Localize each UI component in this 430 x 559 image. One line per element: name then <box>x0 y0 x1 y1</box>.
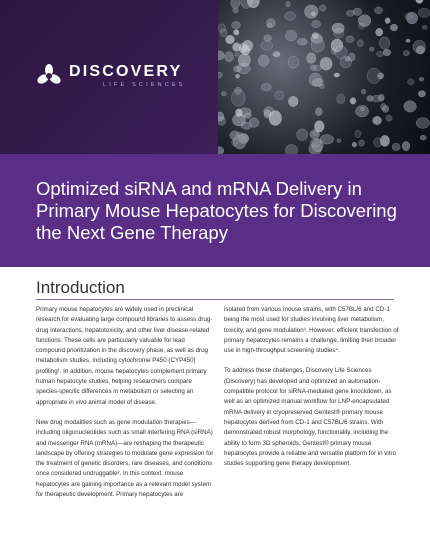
cell-shape <box>416 0 423 3</box>
cell-shape <box>375 7 383 14</box>
cell-shape <box>226 35 235 44</box>
cell-shape <box>285 12 296 21</box>
discovery-petal-icon <box>36 63 62 89</box>
cell-shape <box>378 94 384 101</box>
cell-shape <box>419 77 423 81</box>
cell-shape <box>297 38 307 45</box>
cell-shape <box>236 74 240 78</box>
cell-shape <box>258 55 269 67</box>
paragraph: Primary mouse hepatocytes are widely used in preclinical research for evaluating large compound libraries to assess drug-drug interactions, hepatotoxicity, and other liver disease-related functions. These cells are particularly valuable for lead compound prioritization in the discovery phase, as well as drug metabolism studies, including cytochrome P450 (CYP450) profiling¹. In addition, mouse hepatocytes complement primary human hepatocyte studies, helping researchers compare species-specific differences in metabolism or selecting an appropriate in vivo animal model of disease. <box>36 306 213 406</box>
cell-shape <box>356 105 369 117</box>
cell-shape <box>221 92 226 96</box>
cell-shape <box>315 108 322 116</box>
cell-shape <box>402 141 410 150</box>
cells-texture <box>218 0 430 154</box>
cell-shape <box>233 135 246 149</box>
cell-shape <box>320 57 332 70</box>
cell-shape <box>231 0 240 8</box>
cell-shape <box>348 53 355 61</box>
section-divider <box>36 299 394 300</box>
cell-shape <box>422 26 427 30</box>
cell-shape <box>285 144 297 154</box>
cell-shape <box>319 5 326 11</box>
cell-shape <box>390 24 397 31</box>
discovery-logo <box>36 63 186 89</box>
cell-shape <box>312 20 321 28</box>
hepatocyte-micrograph <box>218 0 430 154</box>
header-banner <box>0 0 430 154</box>
logo-tagline: LIFE SCIENCES <box>103 82 186 88</box>
cell-shape <box>264 107 274 116</box>
cell-shape <box>297 129 308 141</box>
cell-shape <box>235 52 240 56</box>
cell-shape <box>320 135 334 145</box>
left-column <box>36 305 214 500</box>
cell-shape <box>273 52 280 58</box>
cell-shape <box>406 39 410 42</box>
cell-shape <box>418 91 425 97</box>
cell-shape <box>420 135 426 140</box>
cell-shape <box>418 8 430 17</box>
cell-shape <box>218 147 224 155</box>
cell-shape <box>386 115 392 121</box>
document-title: Optimized siRNA and mRNA Delivery in Primary Mouse Hepatocytes for Discovering the Next Gene Therapy <box>36 178 397 243</box>
cell-shape <box>288 56 299 68</box>
cell-shape <box>334 73 340 77</box>
cell-shape <box>267 18 276 27</box>
cell-shape <box>234 66 242 72</box>
cell-shape <box>304 5 318 18</box>
cell-shape <box>238 54 250 67</box>
right-column <box>224 305 402 469</box>
cell-shape <box>275 91 284 100</box>
cell-shape <box>233 8 239 13</box>
cell-shape <box>285 30 296 41</box>
cell-shape <box>225 52 234 62</box>
cell-shape <box>408 79 414 85</box>
cell-shape <box>243 40 253 51</box>
cell-shape <box>264 35 272 41</box>
cell-shape <box>370 47 374 51</box>
cell-shape <box>413 40 426 53</box>
cell-shape <box>220 29 227 37</box>
paragraph: New drug modalities such as gene modulation therapies—including oligonucleotides such as small interfering RNA (siRNA) and messenger RNA (mRNA)—are reshaping the therapeutic landscape by offering strategies to modulate gene expression for the treatment of genetic disorders, rare diseases, and conditions once considered undruggable². In this context, mouse hepatocytes are gaining importance as a relevant model system for therapeutic development. Primary hepatocytes are <box>36 418 214 499</box>
cell-shape <box>232 114 245 126</box>
cell-shape <box>379 37 390 49</box>
cell-shape <box>337 139 341 143</box>
logo-wordmark: DISCOVERY <box>69 63 183 80</box>
cell-shape <box>232 21 241 28</box>
cell-shape <box>416 118 429 129</box>
cell-shape <box>244 113 251 118</box>
cell-shape <box>380 104 386 110</box>
cell-shape <box>314 121 324 132</box>
cell-shape <box>358 15 371 27</box>
cell-shape <box>231 90 245 106</box>
paragraph: isolated from various mouse strains, with C57BL/6 and CD-1 being the most used for studies involving liver metabolism, toxicity, and gene modulation³. However, efficient transfection of primary hepatocytes remains a challenge, limiting their broader use in high-throughput screening studies⁴. <box>224 306 399 355</box>
cell-shape <box>355 130 361 137</box>
cell-shape <box>218 117 226 126</box>
cell-shape <box>376 28 383 36</box>
cell-shape <box>335 46 348 58</box>
cell-shape <box>403 50 409 55</box>
cell-shape <box>407 12 418 24</box>
cell-shape <box>218 72 222 78</box>
cell-shape <box>313 79 324 87</box>
cell-shape <box>376 51 383 56</box>
cell-shape <box>307 53 316 64</box>
cell-shape <box>359 140 365 146</box>
cell-shape <box>261 83 271 91</box>
cell-shape <box>346 36 354 43</box>
cell-shape <box>288 96 298 106</box>
cell-shape <box>392 143 400 151</box>
cell-shape <box>404 101 417 112</box>
cell-shape <box>350 98 356 105</box>
cell-shape <box>346 10 354 16</box>
cell-shape <box>385 18 390 24</box>
cell-shape <box>332 23 344 33</box>
cell-shape <box>234 30 239 36</box>
cell-shape <box>218 51 224 60</box>
cell-shape <box>312 33 318 39</box>
cell-shape <box>311 38 325 53</box>
cell-shape <box>352 142 357 147</box>
cell-shape <box>261 41 273 50</box>
cell-shape <box>361 89 365 94</box>
section-heading: Introduction <box>36 278 125 297</box>
cell-shape <box>383 49 391 56</box>
cell-shape <box>374 138 382 148</box>
cell-shape <box>358 40 364 47</box>
cell-shape <box>373 116 382 124</box>
cell-shape <box>286 2 291 7</box>
cell-shape <box>367 68 381 83</box>
cell-shape <box>367 96 374 102</box>
cell-shape <box>337 94 345 104</box>
paragraph: To address these challenges, Discovery Life Sciences (Discovery) has developed and optimized an automation-compatible protocol for siRNA-mediated gene knockdown, as well as an optimized manual workflow for LNP-encapsulated mRNA delivery in cryopreserved Gentest® primary mouse hepatocytes derived from CD-1 and C57BL/6 strains. With demonstrated robust morphology, functionality, including the ability to form 3D spheroids, Gentest® primary mouse hepatocytes provide a reliable and versatile platform for in vitro studies supporting gene therapy development. <box>224 367 396 468</box>
cell-shape <box>310 139 321 147</box>
